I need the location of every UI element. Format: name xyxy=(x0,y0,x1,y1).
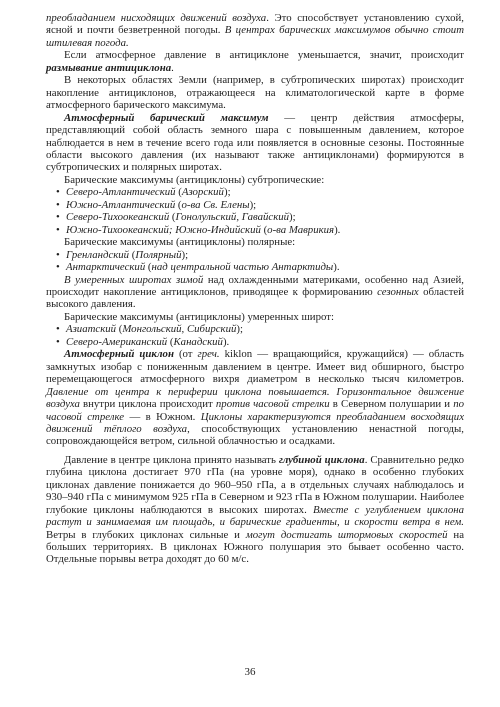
temperate-list xyxy=(46,323,464,348)
paragraph-cyclone-definition: Атмосферный циклон (от греч. kiklon — вращающийся, кружащийся) — область замкнутых изобар с пониженным давлением в центре. Имеет вид обширного, быстро перемещающегося атмосферного вихря диаметром в несколько тысяч километров. Давление от центра к периферии циклона повышается. Горизонтальное движение воздуха внутри циклона происходит против часовой стрелки в Северном полушарии и по часовой стрелке — в Южном. Циклоны характеризуются преобладанием восходящих движений тёплого воздуха, способствующих установлению ненастной погоды, сопровождающейся ветром, сильной облачностью и осадками. xyxy=(46,348,465,448)
subtropical-list-header: Барические максимумы (антициклоны) субтропические: xyxy=(64,173,325,186)
paragraph-anticyclone-erosion: Если атмосферное давление в антициклоне уменьшается, значит, происходит размывание антициклона. xyxy=(46,49,464,74)
paragraph-cyclone-depth: Давление в центре циклона принято называть глубиной циклона. Сравнительно редко глубина циклона достигает 970 гПа (на уровне моря), однако в особенно глубоких циклонах давление понижается до 960–950 гПа, а в отдельных случаях наблюдалось и 930–940 гПа с минимумом 925 гПа в Северном и 923 гПа в Южном полушарии. Наиболее глубокие циклоны наблюдаются в высоких широтах. Вместе с углублением циклона растут и занимаемая им площадь, и барические градиенты, и скорости ветра в нем. Ветры в глубоких циклонах сильные и могут достигать штормовых скоростей на больших территориях. В циклонах Южного полушария это бывает особенно часто. Отдельные порывы ветра доходят до 60 м/с. xyxy=(46,453,464,566)
list-item: • Северо-Американский (Канадский). xyxy=(56,335,230,348)
list-item: • Азиатский (Монгольский, Сибирский); xyxy=(56,323,244,336)
list-item: • Гренландский (Полярный); xyxy=(56,248,189,261)
paragraph-anticyclone-weather: преобладанием нисходящих движений воздуха. Это способствует установлению сухой, ясной и почти безветренной погоды. В центрах барических максимумов обычно стоит штилевая погода. xyxy=(46,12,464,49)
bullet-icon: • xyxy=(56,335,60,348)
list-item: • Северо-Атлантический (Азорский); xyxy=(56,186,231,199)
list-item: • Антарктический (над центральной частью Антарктиды). xyxy=(56,261,340,274)
polar-list xyxy=(46,249,464,274)
list-item: • Северо-Тихоокеанский (Гонолульский, Гавайский); xyxy=(56,211,296,224)
bullet-icon: • xyxy=(56,198,60,211)
list-item: • Южно-Атлантический (о-ва Св. Елены); xyxy=(56,198,257,211)
page-number: 36 xyxy=(244,666,256,678)
paragraph-anticyclone-accumulation: В некоторых областях Земли (например, в субтропических широтах) происходит накопление антициклонов, отражающееся на климатологической карте в форме атмосферного барического максимума. xyxy=(46,74,464,112)
paragraph-temperate-winter: В умеренных широтах зимой над охлажденными материками, особенно над Азией, происходит накопление антициклонов, приводящее к формированию сезонных областей высокого давления. xyxy=(46,273,464,311)
bullet-icon: • xyxy=(56,323,60,336)
temperate-list-header: Барические максимумы (антициклоны) умеренных широт: xyxy=(64,310,334,323)
subtropical-list xyxy=(46,186,464,236)
polar-list-header: Барические максимумы (антициклоны) полярные: xyxy=(64,236,296,249)
bullet-icon: • xyxy=(56,223,60,236)
bullet-icon: • xyxy=(56,248,60,261)
bullet-icon: • xyxy=(56,261,60,274)
bullet-icon: • xyxy=(56,186,60,199)
list-item: • Южно-Тихоокеанский; Южно-Индийский (о-ва Маврикия). xyxy=(56,223,341,236)
page-body xyxy=(46,12,464,566)
paragraph-pressure-maximum: Атмосферный барический максимум — центр действия атмосферы, представляющий собой область земного шара с повышенным давлением, которое наблюдается в нем в течение всего года или появляется в основные сезоны. Постоянные области высокого давления (их называют также антициклонами) формируются в субтропических и полярных широтах. xyxy=(46,111,464,174)
bullet-icon: • xyxy=(56,211,60,224)
